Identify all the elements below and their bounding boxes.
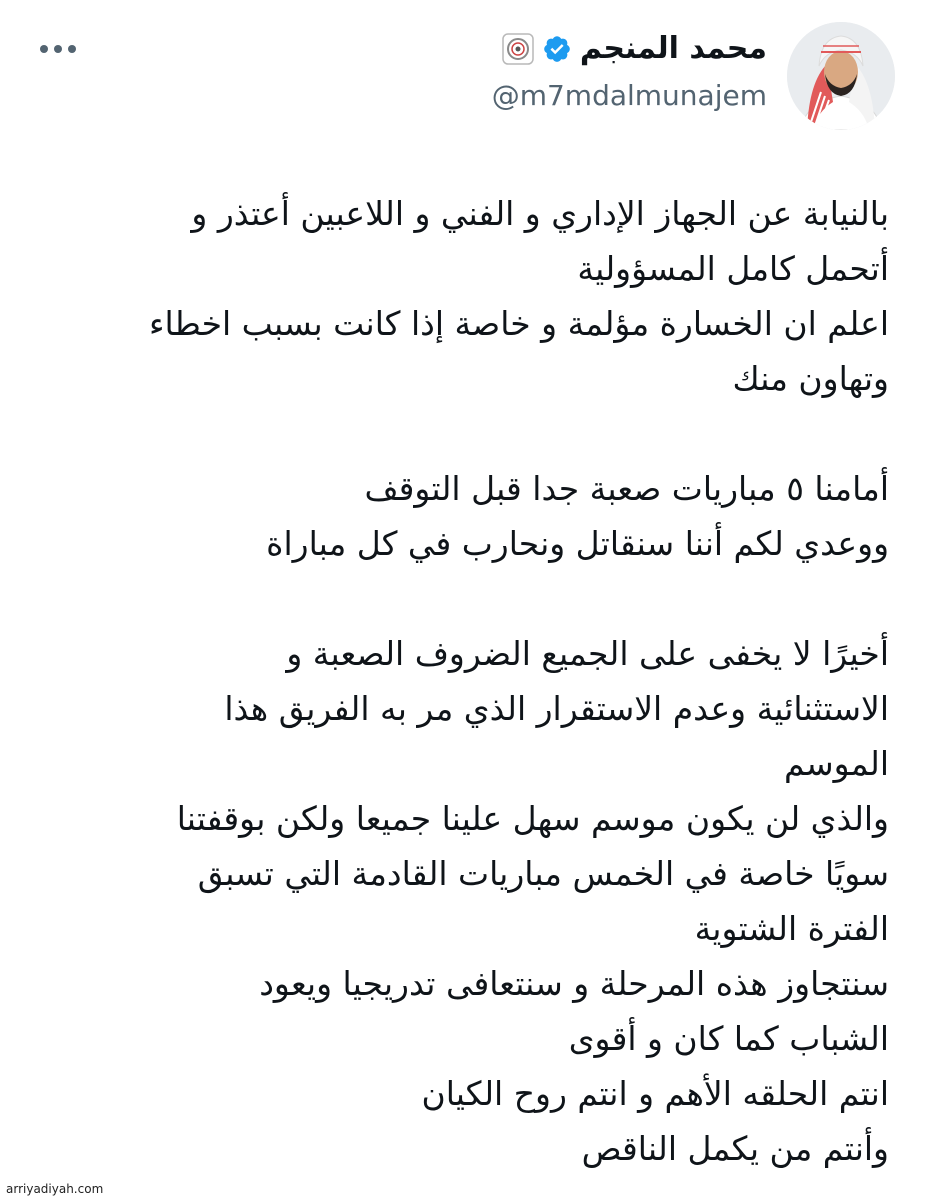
tweet-line: الفترة الشتوية [694, 909, 889, 948]
tweet-header [36, 22, 895, 132]
tweet-line: الاستثنائية وعدم الاستقرار الذي مر به الفريق هذا [224, 689, 889, 728]
tweet-line: وأنتم من يكمل الناقص [581, 1129, 889, 1168]
avatar[interactable] [787, 22, 895, 130]
paragraph-gap [36, 406, 889, 461]
author-handle[interactable]: @m7mdalmunajem [491, 79, 767, 112]
tweet-line: أتحمل كامل المسؤولية [577, 249, 889, 288]
author-identity [492, 28, 767, 116]
display-name[interactable]: محمد المنجم [579, 31, 767, 66]
tweet-line: والذي لن يكون موسم سهل علينا جميعا ولكن بوقفتنا [176, 799, 889, 838]
name-row [492, 28, 767, 70]
watermark: arriyadiyah.com [6, 1182, 104, 1196]
tweet-line: سنتجاوز هذه المرحلة و سنتعافى تدريجيا ويعود [259, 964, 889, 1003]
tweet-text [36, 186, 889, 1176]
paragraph-gap [36, 571, 889, 626]
tweet-line: وتهاون منك [732, 359, 889, 398]
more-horizontal-icon [38, 43, 78, 55]
tweet-line: انتم الحلقه الأهم و انتم روح الكيان [421, 1074, 889, 1113]
tweet-line: بالنيابة عن الجهاز الإداري و الفني و اللاعبين أعتذر و [191, 194, 889, 233]
club-badge-icon[interactable] [502, 33, 534, 65]
tweet-line: أخيرًا لا يخفى على الجميع الضروف الصعبة و [286, 634, 889, 673]
tweet-line: الموسم [784, 744, 889, 783]
tweet-line: سويًا خاصة في الخمس مباريات القادمة التي تسبق [197, 854, 889, 893]
tweet-line: أمامنا ٥ مباريات صعبة جدا قبل التوقف [364, 469, 889, 508]
tweet-line: اعلم ان الخسارة مؤلمة و خاصة إذا كانت بسبب اخطاء [148, 304, 889, 343]
verified-badge-icon [542, 34, 572, 64]
avatar-photo [787, 22, 895, 130]
tweet-line: الشباب كما كان و أقوى [568, 1019, 889, 1058]
tweet-line: ووعدي لكم أننا سنقاتل ونحارب في كل مباراة [266, 524, 889, 563]
more-options-button[interactable] [36, 34, 80, 64]
